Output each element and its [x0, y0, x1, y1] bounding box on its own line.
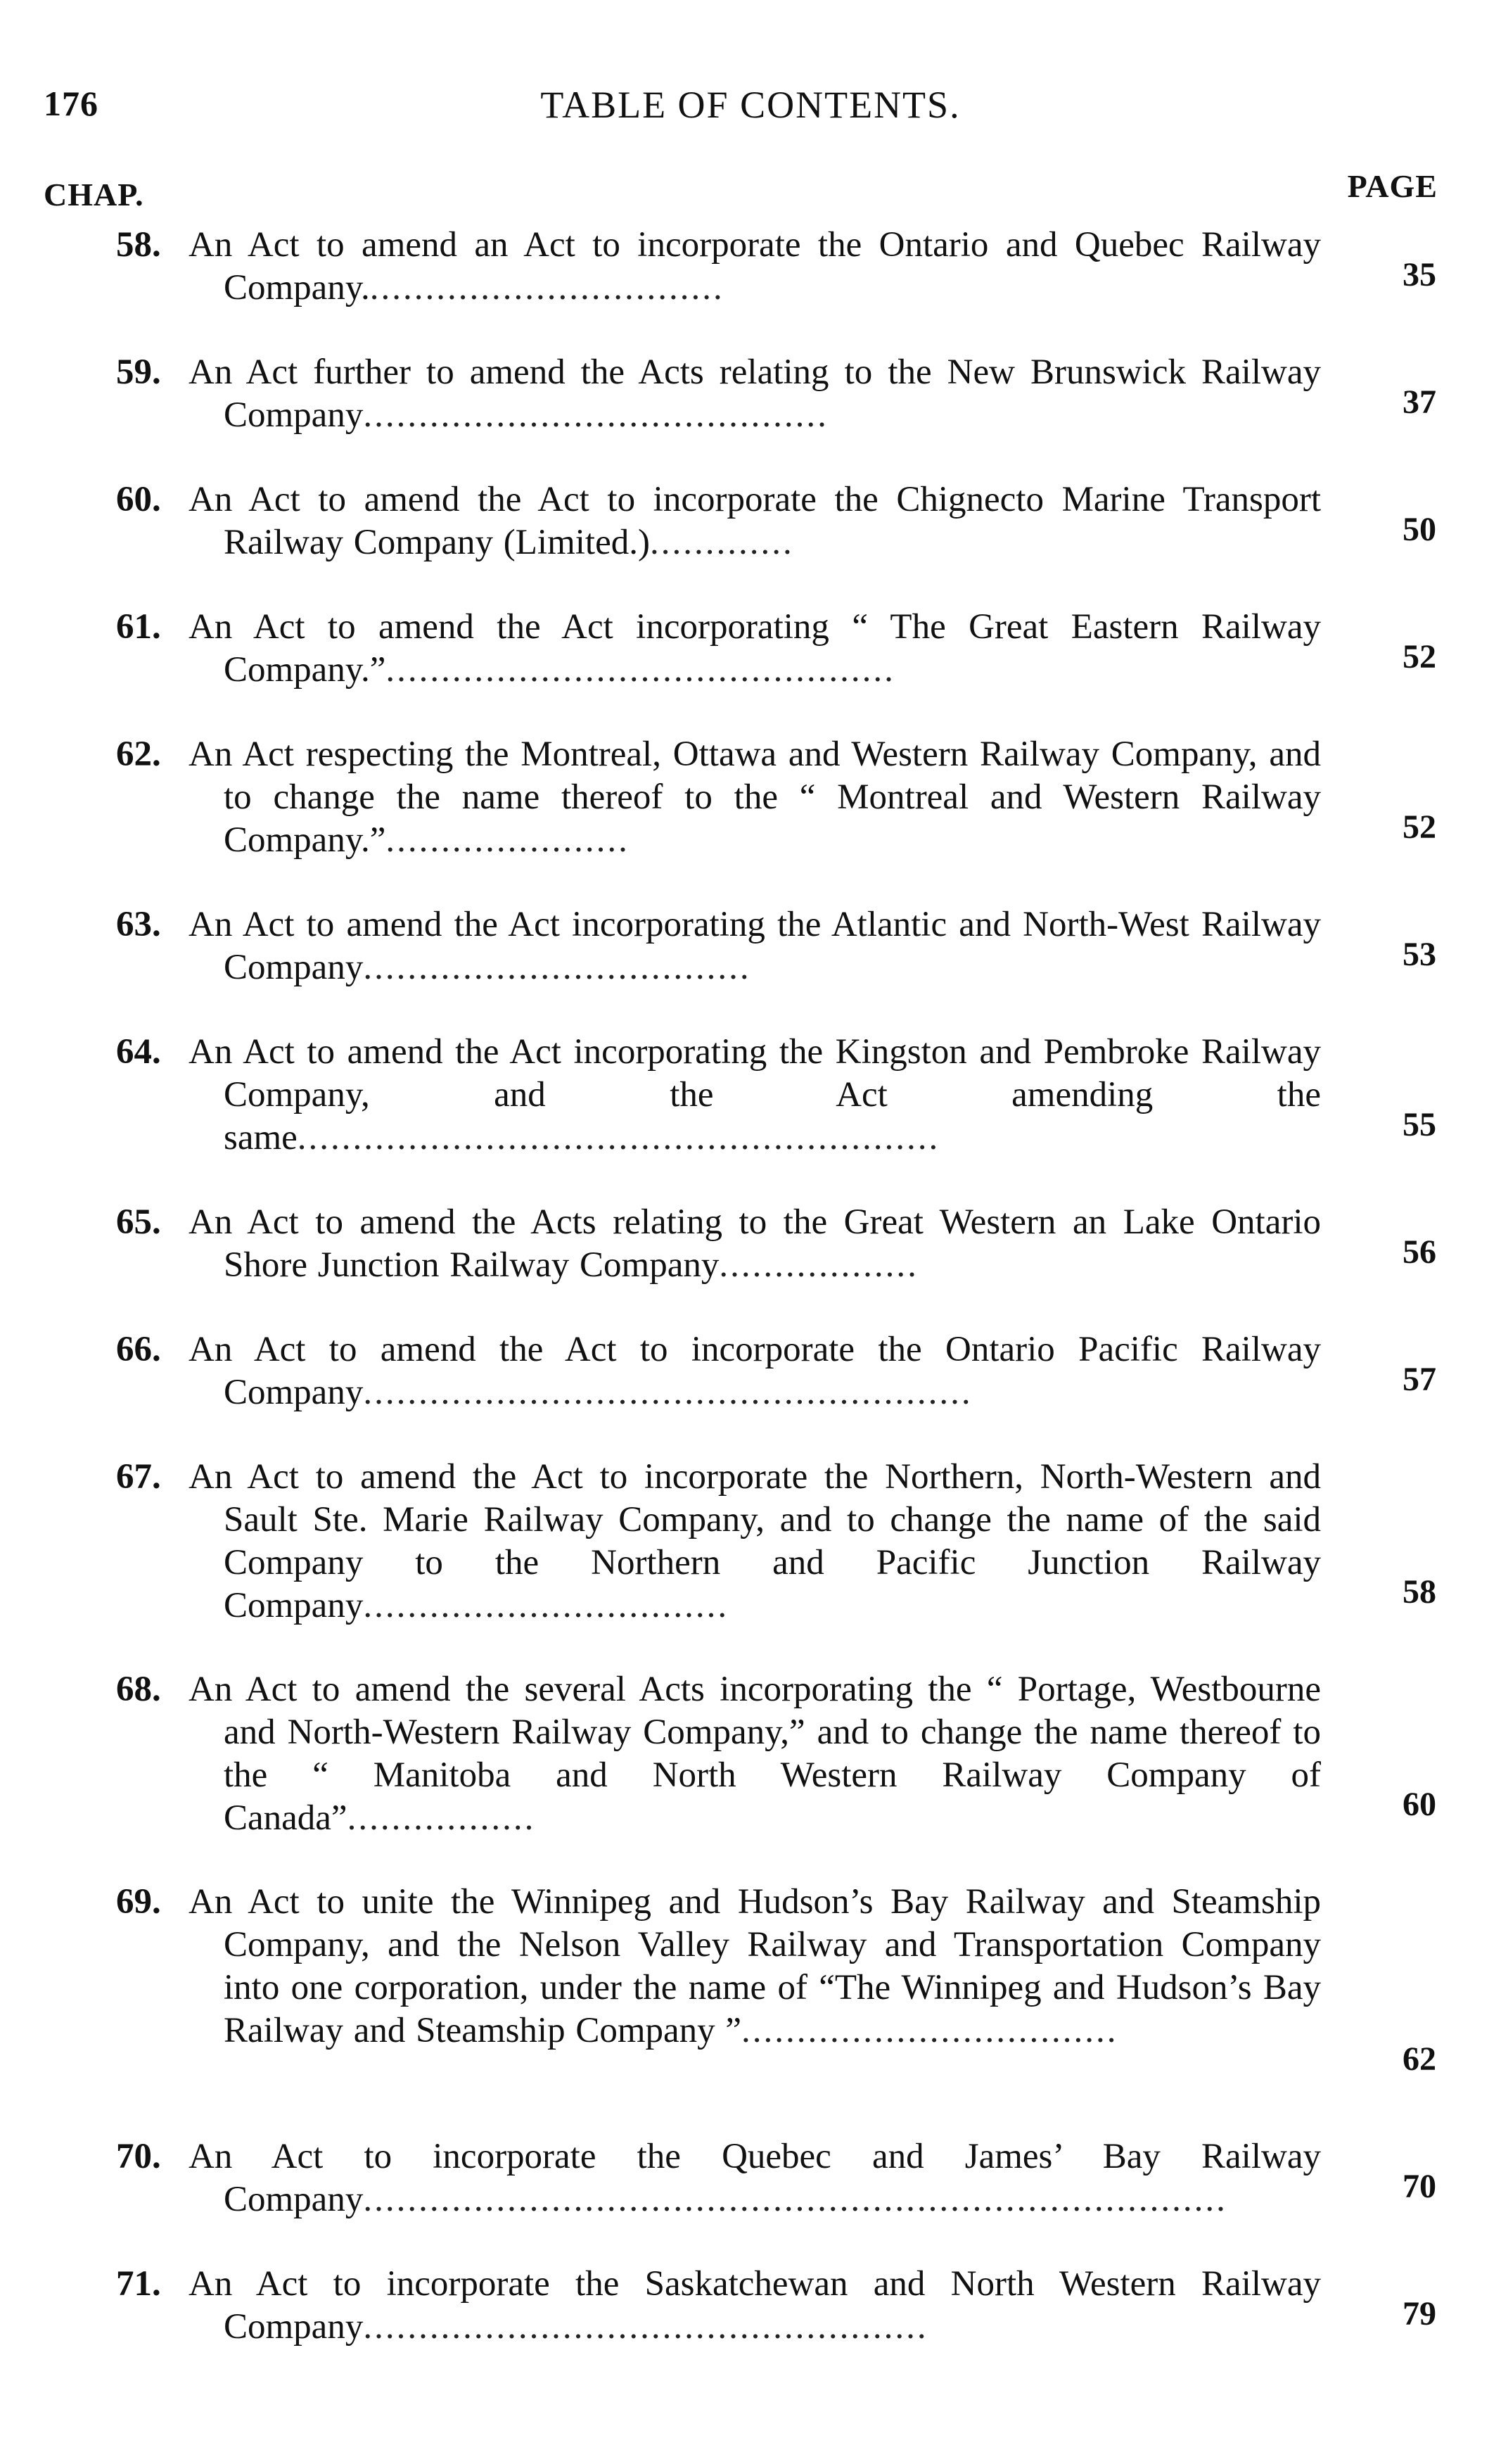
entry-title: An Act to amend the several Acts incorporating the “ Portage, Westbourne and North-Western Railway Company,” and to change the name thereof to the “ Manitoba and North Western Railway Company of Canada”	[189, 1670, 1321, 1838]
entry-title-block	[189, 351, 1321, 437]
dot-leader: .................	[347, 1798, 536, 1838]
entry-title: An Act to amend the Act incorporating the Kingston and Pembroke Railway Company, and the Act amending the same	[189, 1032, 1321, 1157]
entry-title-block	[189, 2263, 1321, 2349]
chapter-number: 60.	[116, 480, 161, 519]
contents-entry	[0, 1031, 1501, 1201]
entry-title-block	[189, 903, 1321, 989]
chapter-number: 65.	[116, 1202, 161, 1242]
contents-entry	[0, 2135, 1501, 2263]
entry-title-block	[189, 606, 1321, 692]
chapter-number: 69.	[116, 1882, 161, 1922]
entry-title: An Act to incorporate the Saskatchewan and North Western Railway Company	[189, 2264, 1321, 2346]
chapter-number: 64.	[116, 1032, 161, 1072]
contents-entry	[0, 2263, 1501, 2390]
dot-leader: ..................	[719, 1245, 919, 1285]
chapter-column-heading: CHAP.	[44, 177, 144, 212]
page-title: TABLE OF CONTENTS.	[540, 84, 961, 126]
entry-title-block	[189, 1456, 1321, 1627]
entry-page-number: 60	[1403, 1786, 1436, 1823]
entry-title-block	[189, 733, 1321, 862]
dot-leader: .................................	[363, 1586, 729, 1625]
chapter-number: 61.	[116, 607, 161, 647]
entry-title: An Act to amend the Acts relating to the Great Western an Lake Ontario Shore Junction Railway Company	[189, 1202, 1321, 1285]
dot-leader: .............	[649, 523, 794, 562]
chapter-number: 68.	[116, 1670, 161, 1709]
entry-title-block	[189, 1328, 1321, 1414]
entry-title-block	[189, 1881, 1321, 2052]
contents-list	[0, 224, 1501, 2390]
entry-title-block	[189, 1201, 1321, 1287]
entry-page-number: 62	[1403, 2040, 1436, 2078]
contents-entry	[0, 606, 1501, 733]
entry-page-number: 35	[1403, 256, 1436, 293]
entry-title: An Act to unite the Winnipeg and Hudson’s Bay Railway and Steamship Company, and the Nelson Valley Railway and Transportation Company into one corporation, under the name of “The Winnipeg and Hudson’s Bay Railway and Steamship Company ”	[189, 1882, 1321, 2050]
dot-leader: ..................................	[741, 2011, 1118, 2050]
contents-entry	[0, 903, 1501, 1031]
entry-title: An Act to amend the Act incorporating the Atlantic and North-West Railway Company	[189, 905, 1321, 987]
entry-title: An Act respecting the Montreal, Ottawa and Western Railway Company, and to change the name thereof to the “ Montreal and Western Railway Company.”	[189, 735, 1321, 860]
contents-entry	[0, 224, 1501, 351]
dot-leader: ......................	[385, 820, 630, 860]
entry-title: An Act to amend the Act incorporating “ The Great Eastern Railway Company.”	[189, 607, 1321, 690]
entry-page-number: 56	[1403, 1233, 1436, 1271]
contents-entry	[0, 478, 1501, 606]
contents-entry	[0, 1668, 1501, 1881]
chapter-number: 58.	[116, 225, 161, 265]
entry-page-number: 53	[1403, 936, 1436, 973]
entry-title: An Act to amend an Act to incorporate the Ontario and Quebec Railway Company.	[189, 225, 1321, 307]
dot-leader: ..............................................	[385, 650, 895, 690]
entry-page-number: 58	[1403, 1573, 1436, 1611]
page-number: 176	[44, 84, 98, 123]
dot-leader: .......................................................	[363, 1373, 973, 1412]
entry-page-number: 55	[1403, 1106, 1436, 1143]
page-column-heading: PAGE	[1347, 168, 1438, 204]
entry-page-number: 57	[1403, 1361, 1436, 1398]
contents-entry	[0, 351, 1501, 478]
entry-page-number: 52	[1403, 808, 1436, 846]
entry-title: An Act to incorporate the Quebec and James’ Bay Railway Company	[189, 2137, 1321, 2219]
contents-entry	[0, 1328, 1501, 1456]
entry-title-block	[189, 224, 1321, 310]
contents-entry	[0, 1456, 1501, 1668]
dot-leader: ...................................................	[363, 2307, 928, 2346]
entry-page-number: 79	[1403, 2295, 1436, 2332]
dot-leader: ...................................	[363, 948, 751, 987]
entry-title: An Act to amend the Act to incorporate the Northern, North-Western and Sault Ste. Marie Railway Company, and to change the name of the said Company to the Northern and Pacific Junction Railway Company	[189, 1457, 1321, 1625]
chapter-number: 59.	[116, 353, 161, 392]
chapter-number: 71.	[116, 2264, 161, 2304]
chapter-number: 63.	[116, 905, 161, 944]
dot-leader: ..........................................	[363, 395, 829, 435]
chapter-number: 67.	[116, 1457, 161, 1497]
dot-leader: ................................	[369, 268, 724, 307]
dot-leader: ..........................................................	[297, 1118, 940, 1157]
entry-title-block	[189, 1668, 1321, 1840]
entry-title: An Act to amend the Act to incorporate the Ontario Pacific Railway Company	[189, 1330, 1321, 1412]
entry-title: An Act further to amend the Acts relating to the New Brunswick Railway Company	[189, 353, 1321, 435]
contents-entry	[0, 1201, 1501, 1328]
entry-title: An Act to amend the Act to incorporate the Chignecto Marine Transport Railway Company (Limited.)	[189, 480, 1321, 562]
entry-page-number: 37	[1403, 383, 1436, 421]
entry-page-number: 52	[1403, 638, 1436, 675]
entry-title-block	[189, 1031, 1321, 1160]
entry-title-block	[189, 478, 1321, 564]
entry-page-number: 50	[1403, 511, 1436, 548]
dot-leader: ..............................................................................	[363, 2180, 1227, 2219]
entry-title-block	[189, 2135, 1321, 2221]
entry-page-number: 70	[1403, 2168, 1436, 2205]
contents-entry	[0, 733, 1501, 903]
chapter-number: 66.	[116, 1330, 161, 1369]
chapter-number: 70.	[116, 2137, 161, 2176]
contents-entry	[0, 1881, 1501, 2135]
chapter-number: 62.	[116, 735, 161, 774]
